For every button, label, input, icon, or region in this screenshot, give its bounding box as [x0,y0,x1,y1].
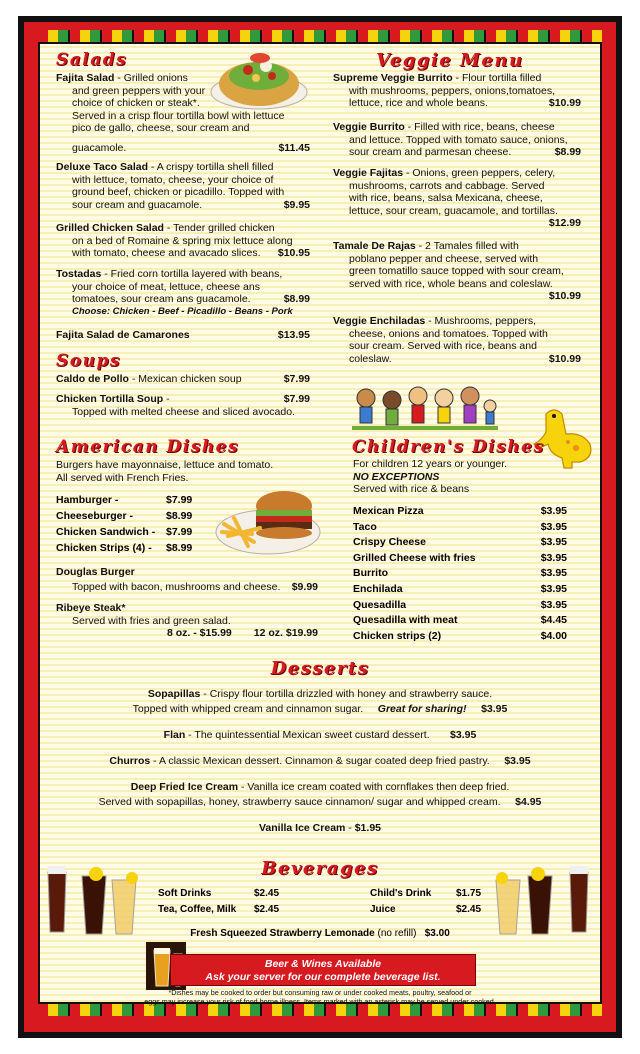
tostadas-item: Tostadas - Fried corn tortilla layered with beans, your choice of meat, lettuce, cheese ans tomatoes, sour cream ans guacamole. $8.99 Choose: Chicken - Beef - Picadillo - Beans - Pork [56,268,310,317]
tortilla-soup-item: Chicken Tortilla Soup - $7.99 Topped with melted cheese and sliced avocado. [56,393,310,418]
veggie-burrito-item: Veggie Burrito - Filled with rice, beans, cheese and lettuce. Topped with tomato sauce, onions, sour cream and parmesan cheese. $8.99 [333,121,581,159]
american-intro: Burgers have mayonnaise, lettuce and tomato. All served with French Fries. [56,459,274,484]
supreme-veggie-burrito-item: Supreme Veggie Burrito - Flour tortilla filled with mushrooms, peppers, onions,tomatoes, lettuce, rice and whole beans. $10.99 [333,72,581,110]
list-item: Chicken Strips (4) - $8.99 [56,542,193,554]
disclaimer: *Dishes may be cooked to order but consuming raw or under cooked meats, poultry, seafood or eggs may increase your risk of food borne illness. Items marked with an asterisk may be served under cooked. [144,988,496,1006]
drinks-image-left [42,856,144,936]
veggie-enchiladas-item: Veggie Enchiladas - Mushrooms, peppers, cheese, onions and tomatoes. Topped with sour cream. Served with rice, beans and coleslaw. $10.99 [333,315,581,365]
list-item: Tea, Coffee, Milk $2.45 [158,904,280,915]
children-heading: Children's Dishes [352,437,545,457]
fajita-salad-price: $11.45 [278,141,310,154]
tostadas-choose: Choose: Chicken - Beef - Picadillo - Beans - Pork [72,305,293,317]
soups-heading: Soups [56,351,121,371]
desserts-heading: Desserts [270,658,370,679]
churros-item: Churros - A classic Mexican dessert. Cinnamon & sugar coated deep fried pastry. $3.95 [109,755,531,767]
beer-wine-banner: Beer & Wines Available Ask your server for our complete beverage list. [170,954,476,986]
sopapillas-item: Sopapillas - Crispy flour tortilla drizzled with honey and strawberry sauce. Topped with whipped cream and cinnamon sugar. Great for sharing! $3.95 [132,688,508,715]
camarones-item: Fajita Salad de Camarones $13.95 [56,329,310,341]
list-item: Cheeseburger - $8.99 [56,510,193,522]
douglas-burger-item: Douglas Burger Topped with bacon, mushrooms and cheese. $9.99 [56,566,318,593]
children-illustration [352,384,498,432]
beverages-list-left [158,886,298,918]
list-item: Quesadilla with meat $4.45 [353,614,567,627]
list-item: Crispy Cheese $3.95 [353,536,567,549]
children-intro: For children 12 years or younger. NO EXCEPTIONS Served with rice & beans [353,458,508,496]
list-item: Chicken strips (2) $4.00 [353,629,567,642]
tamale-de-rajas-item: Tamale De Rajas - 2 Tamales filled with poblano pepper and cheese, served with green tomatillo sauce topped with sour cream, served with rice, whole beans and coleslaw. $10.99 [333,240,581,303]
fajita-salad-name: Fajita Salad [56,72,115,84]
salads-heading: Salads [56,50,128,70]
deep-fried-ice-cream-item: Deep Fried Ice Cream - Vanilla ice cream coated with cornflakes then deep fried. Served with sopapillas, honey, strawberry sauce cinnamon/ sugar and whipped cream. $4.95 [98,781,542,808]
burger-image [214,484,322,558]
list-item: Quesadilla $3.95 [353,598,567,611]
lemonade-item: Fresh Squeezed Strawberry Lemonade (no refill) $3.00 [190,928,450,939]
vanilla-ice-cream-item: Vanilla Ice Cream - $1.95 [258,822,381,834]
fajita-salad-item: Fajita Salad - Grilled onions and green peppers with your choice of chicken or steak*. Served in a crisp flour tortilla bowl with lettuce pico de gallo, cheese, sour cream and guacamole. $11.45 [56,72,310,154]
list-item: Child's Drink $1.75 [370,888,482,899]
children-list [353,504,567,644]
grilled-chicken-salad-item: Grilled Chicken Salad - Tender grilled chicken on a bed of Romaine & spring mix lettuce along with tomato, cheese and avacado slices. $10.95 [56,222,310,260]
beverages-list-right [370,886,500,918]
flan-item: Flan - The quintessential Mexican sweet custard dessert. $3.95 [163,729,477,741]
veggie-heading: Veggie Menu [376,50,524,71]
list-item: Taco $3.95 [353,520,567,533]
list-item: Soft Drinks $2.45 [158,888,280,899]
ribeye-item: Ribeye Steak* Served with fries and green salad. 8 oz. - $15.99 12 oz. $19.99 [56,602,318,640]
deluxe-taco-salad-item: Deluxe Taco Salad - A crispy tortilla shell filled with lettuce, tomato, cheese, your choice of ground beef, chicken or picadillo. Topped with sour cream and guacamole. $9.95 [56,161,310,211]
drinks-image-right [492,856,596,936]
list-item: Grilled Cheese with fries $3.95 [353,551,567,564]
list-item: Burrito $3.95 [353,567,567,580]
beverages-heading: Beverages [261,858,379,879]
list-item: Mexican Pizza $3.95 [353,505,567,517]
list-item: Hamburger - $7.99 [56,494,193,506]
list-item: Chicken Sandwich - $7.99 [56,526,193,538]
list-item: Enchilada $3.95 [353,582,567,595]
checker-border-top [38,30,602,42]
caldo-item: Caldo de Pollo - Mexican chicken soup $7.99 [56,373,310,385]
list-item: Juice $2.45 [370,904,482,915]
veggie-fajitas-item: Veggie Fajitas - Onions, green peppers, celery, mushrooms, carrots and cabbage. Served with rice, beans, salsa Mexicana, cheese, lettuce, sour cream, guacamole, and tortillas. $12.99 [333,167,581,230]
american-list [56,492,216,556]
american-heading: American Dishes [56,437,240,457]
